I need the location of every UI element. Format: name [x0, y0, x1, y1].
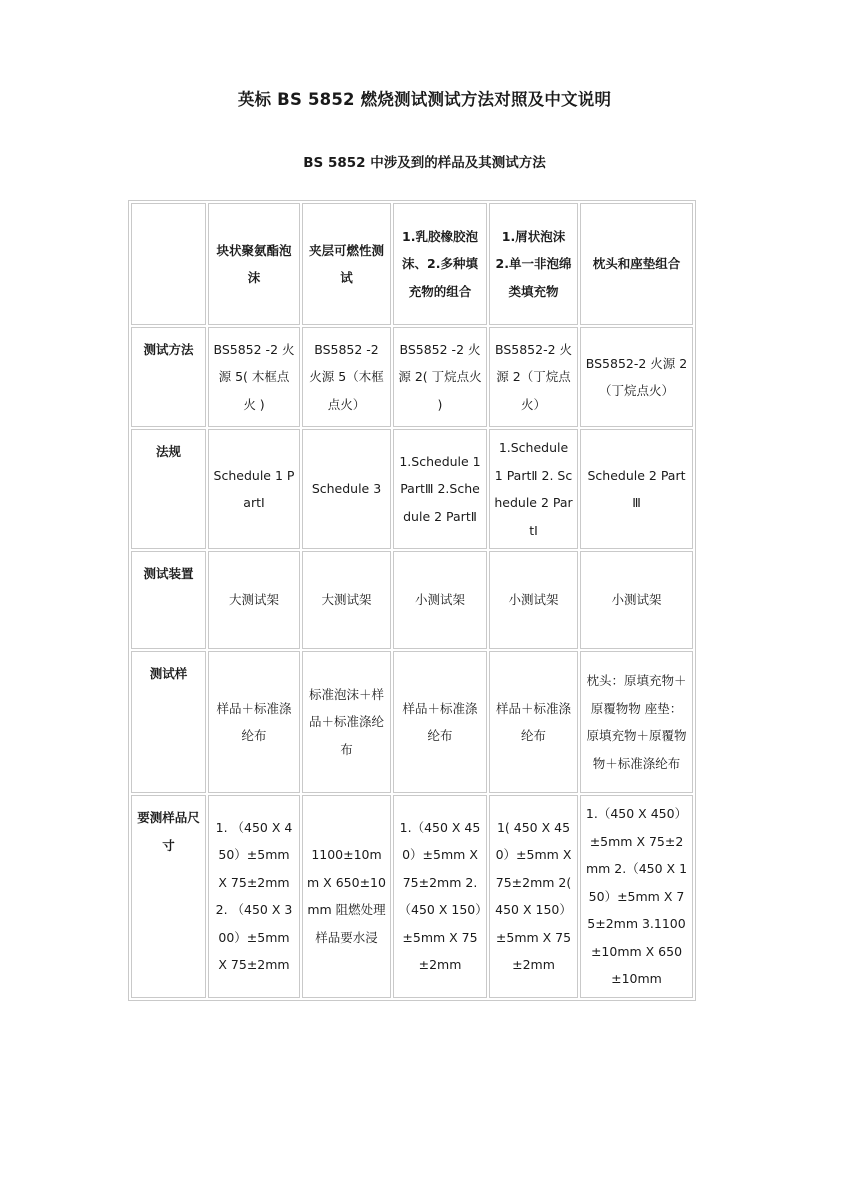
row-header: 测试方法	[131, 327, 206, 427]
table-cell: 1( 450 X 450）±5mm X 75±2mm 2( 450 X 150）±5mm X 75±2mm	[489, 795, 578, 998]
document-subtitle: BS 5852 中涉及到的样品及其测试方法	[303, 155, 546, 171]
table-cell: 1100±10mm X 650±10mm 阻燃处理样品要水浸	[302, 795, 391, 998]
table-cell: BS5852-2 火源 2（丁烷点火）	[580, 327, 693, 427]
document-title: 英标 BS 5852 燃烧测试测试方法对照及中文说明	[237, 90, 612, 109]
spec-table	[128, 200, 696, 1001]
table-row	[131, 551, 693, 649]
table-cell: Schedule 1 PartⅠ	[208, 429, 300, 549]
table-cell: 大测试架	[302, 551, 391, 649]
table-cell: BS5852 -2 火源 5（木框点火）	[302, 327, 391, 427]
table-cell: BS5852 -2 火源 2( 丁烷点火 )	[393, 327, 487, 427]
table-cell: 大测试架	[208, 551, 300, 649]
table-cell: 标准泡沫＋样品＋标准涤纶布	[302, 651, 391, 793]
table-cell: Schedule 2 PartⅢ	[580, 429, 693, 549]
table-cell: 样品＋标准涤纶布	[393, 651, 487, 793]
column-header: 枕头和座垫组合	[580, 203, 693, 325]
row-header: 测试装置	[131, 551, 206, 649]
table-header-row	[131, 203, 693, 325]
table-row	[131, 651, 693, 793]
table-cell: 样品＋标准涤纶布	[489, 651, 578, 793]
table-cell: 小测试架	[489, 551, 578, 649]
column-header: 1.屑状泡沫 2.单一非泡绵类填充物	[489, 203, 578, 325]
table-cell: 枕头：原填充物＋原覆物物 座垫：原填充物＋原覆物物＋标准涤纶布	[580, 651, 693, 793]
table-cell: 1.（450 X 450）±5mm X 75±2mm 2.（450 X 150）±5mm X 75±2mm 3.1100±10mm X 650±10mm	[580, 795, 693, 998]
table-row	[131, 429, 693, 549]
row-header: 要测样品尺寸	[131, 795, 206, 998]
table-cell: 样品＋标准涤纶布	[208, 651, 300, 793]
table-row	[131, 795, 693, 998]
column-header: 夹层可燃性测试	[302, 203, 391, 325]
table-cell: 1.（450 X 450）±5mm X 75±2mm 2. （450 X 150）±5mm X 75±2mm	[393, 795, 487, 998]
spec-table-container	[128, 200, 696, 1001]
column-header: 1.乳胶橡胶泡沫、2.多种填充物的组合	[393, 203, 487, 325]
table-cell: 1. （450 X 450）±5mm X 75±2mm 2. （450 X 300）±5mm X 75±2mm	[208, 795, 300, 998]
table-cell: 1.Schedule 1 PartⅡ 2. Schedule 2 PartⅠ	[489, 429, 578, 549]
table-cell: BS5852-2 火源 2（丁烷点火）	[489, 327, 578, 427]
table-cell: BS5852 -2 火源 5( 木框点火 )	[208, 327, 300, 427]
row-header: 测试样	[131, 651, 206, 793]
table-cell: 小测试架	[393, 551, 487, 649]
table-corner-cell	[131, 203, 206, 325]
table-cell: 小测试架	[580, 551, 693, 649]
table-cell: 1.Schedule 1 PartⅢ 2.Schedule 2 PartⅡ	[393, 429, 487, 549]
table-cell: Schedule 3	[302, 429, 391, 549]
column-header: 块状聚氨酯泡沫	[208, 203, 300, 325]
row-header: 法规	[131, 429, 206, 549]
table-row	[131, 327, 693, 427]
